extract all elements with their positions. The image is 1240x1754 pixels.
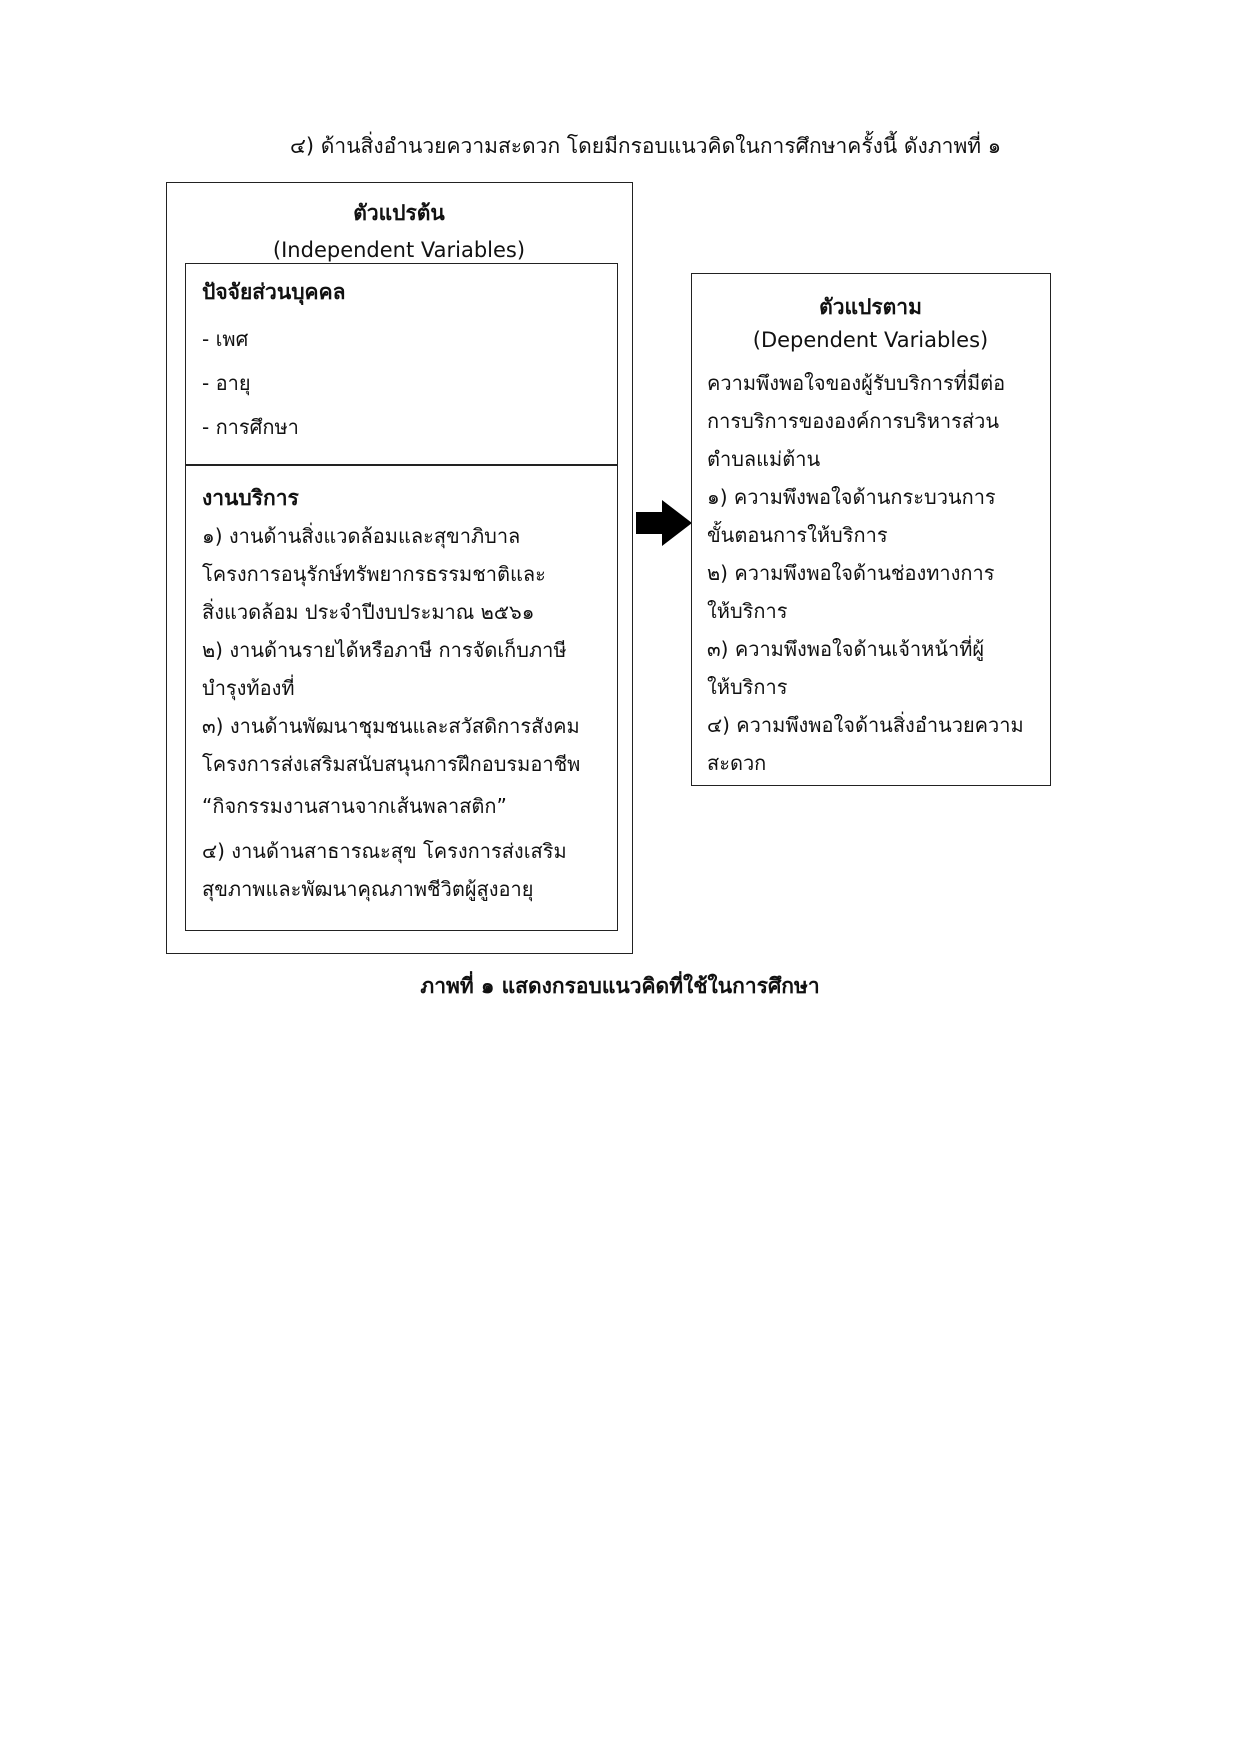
personal-factor-item: - การศึกษา: [202, 415, 299, 439]
personal-factor-item: - อายุ: [202, 371, 251, 395]
service-line: ๔) งานด้านสาธารณะสุข โครงการส่งเสริม: [202, 839, 567, 863]
service-line: ๑) งานด้านสิ่งแวดล้อมและสุขาภิบาล: [202, 524, 521, 548]
independent-subtitle: (Independent Variables): [272, 238, 526, 262]
dependent-line: ๒) ความพึงพอใจด้านช่องทางการ: [707, 561, 995, 585]
service-line: โครงการส่งเสริมสนับสนุนการฝึกอบรมอาชีพ: [202, 752, 581, 776]
right-arrow-icon: [636, 500, 694, 546]
intro-paragraph: ๔) ด้านสิ่งอำนวยความสะดวก โดยมีกรอบแนวคิดในการศึกษาครั้งนี้ ดังภาพที่ ๑: [290, 134, 1002, 158]
services-heading: งานบริการ: [202, 486, 299, 510]
dependent-title: ตัวแปรตาม: [819, 295, 922, 319]
dependent-line: ตำบลแม่ต้าน: [707, 447, 821, 471]
dependent-line: สะดวก: [707, 751, 767, 775]
dependent-line: ให้บริการ: [707, 675, 788, 699]
figure-caption: ภาพที่ ๑ แสดงกรอบแนวคิดที่ใช้ในการศึกษา: [420, 974, 820, 998]
service-line: บำรุงท้องที่: [202, 676, 295, 700]
service-line: สิ่งแวดล้อม ประจำปีงบประมาณ ๒๕๖๑: [202, 600, 535, 624]
dependent-line: ๔) ความพึงพอใจด้านสิ่งอำนวยความ: [707, 713, 1024, 737]
dependent-line: ให้บริการ: [707, 599, 788, 623]
service-line: ๒) งานด้านรายได้หรือภาษี การจัดเก็บภาษี: [202, 638, 567, 662]
service-line: สุขภาพและพัฒนาคุณภาพชีวิตผู้สูงอายุ: [202, 877, 534, 901]
independent-title: ตัวแปรต้น: [353, 201, 445, 225]
service-line: “กิจกรรมงานสานจากเส้นพลาสติก”: [202, 794, 507, 818]
service-line: โครงการอนุรักษ์ทรัพยากรธรรมชาติและ: [202, 562, 546, 586]
dependent-line: ๑) ความพึงพอใจด้านกระบวนการ: [707, 485, 996, 509]
personal-factors-box: [185, 263, 618, 465]
dependent-line: การบริการขององค์การบริหารส่วน: [707, 409, 999, 433]
dependent-variables-box: [691, 273, 1051, 786]
personal-factor-item: - เพศ: [202, 327, 249, 351]
dependent-line: ๓) ความพึงพอใจด้านเจ้าหน้าที่ผู้: [707, 637, 985, 661]
personal-factors-heading: ปัจจัยส่วนบุคคล: [202, 280, 346, 304]
dependent-line: ขั้นตอนการให้บริการ: [707, 523, 888, 547]
service-line: ๓) งานด้านพัฒนาชุมชนและสวัสดิการสังคม: [202, 714, 580, 738]
dependent-line: ความพึงพอใจของผู้รับบริการที่มีต่อ: [707, 371, 1006, 395]
services-box: [185, 465, 618, 931]
dependent-subtitle: (Dependent Variables): [752, 328, 989, 352]
